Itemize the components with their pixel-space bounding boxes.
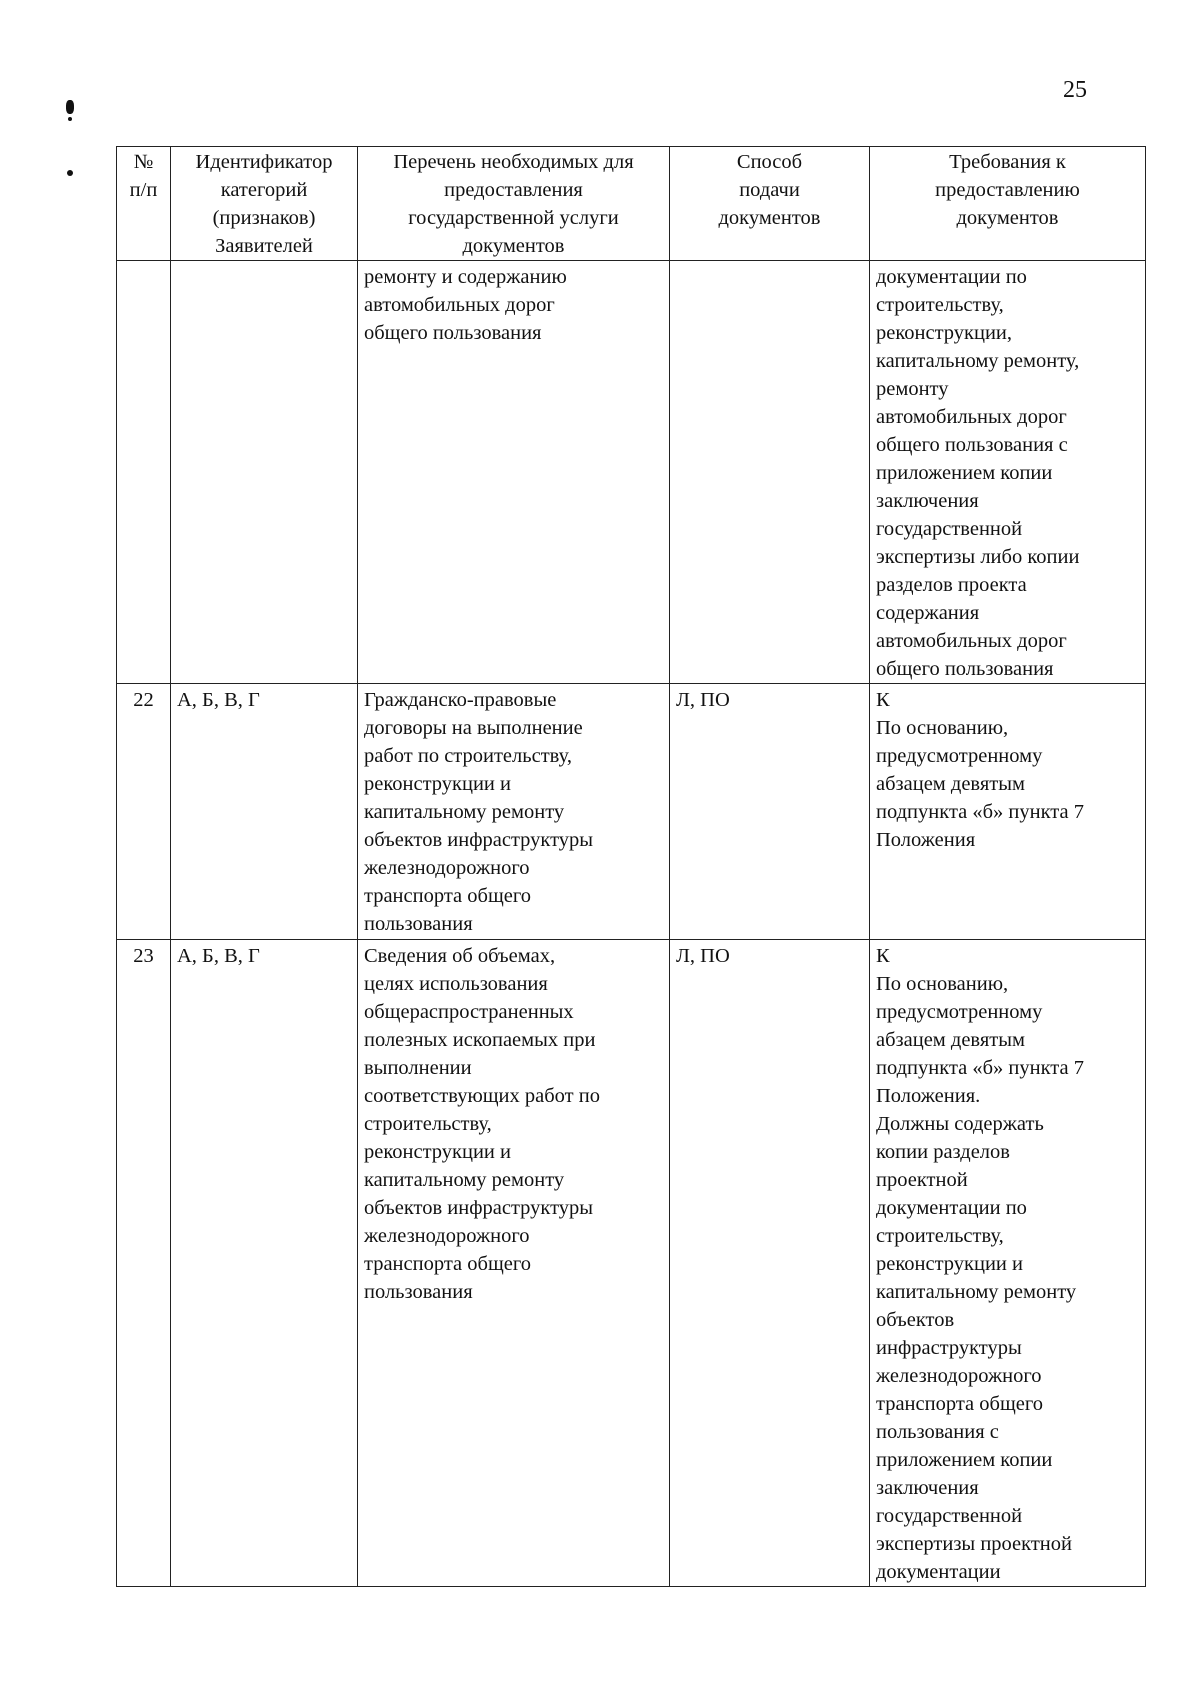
header-submission-method: Способ подачи документов	[670, 147, 870, 261]
table-row	[117, 940, 1146, 1587]
header-requirements: Требования к предоставлению документов	[870, 147, 1146, 261]
cell-documents: Сведения об объемах, целях использования общераспространенных полезных ископаемых при выполнении соответствующих работ по строительству, реконструкции и капитальному ремонту объектов инфраструктуры железнодорожного транспорта общего пользования	[358, 940, 670, 1587]
cell-number	[117, 261, 171, 684]
cell-requirements: К По основанию, предусмотренному абзацем девятым подпункта «б» пункта 7 Положения	[870, 684, 1146, 940]
header-number: № п/п	[117, 147, 171, 261]
cell-requirements: К По основанию, предусмотренному абзацем девятым подпункта «б» пункта 7 Положения. Должны содержать копии разделов проектной документации по строительству, реконструкции и капитальному ремонту объектов инфраструктуры железнодорожного транспорта общего пользования с приложением копии заключения государственной экспертизы проектной документации	[870, 940, 1146, 1587]
scan-speck	[67, 170, 73, 176]
header-documents-list: Перечень необходимых для предоставления государственной услуги документов	[358, 147, 670, 261]
cell-documents: Гражданско-правовые договоры на выполнение работ по строительству, реконструкции и капитальному ремонту объектов инфраструктуры железнодорожного транспорта общего пользования	[358, 684, 670, 940]
scan-speck	[68, 117, 72, 121]
table-header-row	[117, 147, 1146, 261]
cell-method: Л, ПО	[670, 684, 870, 940]
cell-method	[670, 261, 870, 684]
table-row	[117, 261, 1146, 684]
cell-documents: ремонту и содержанию автомобильных дорог общего пользования	[358, 261, 670, 684]
documents-table	[116, 146, 1146, 1587]
header-category-identifier: Идентификатор категорий (признаков) Заявителей	[171, 147, 358, 261]
cell-category: А, Б, В, Г	[171, 940, 358, 1587]
scan-speck	[66, 100, 74, 114]
cell-number: 23	[117, 940, 171, 1587]
cell-number: 22	[117, 684, 171, 940]
cell-category: А, Б, В, Г	[171, 684, 358, 940]
cell-method: Л, ПО	[670, 940, 870, 1587]
cell-requirements: документации по строительству, реконструкции, капитальному ремонту, ремонту автомобильных дорог общего пользования с приложением копии заключения государственной экспертизы либо копии разделов проекта содержания автомобильных дорог общего пользования	[870, 261, 1146, 684]
page-number: 25	[1063, 77, 1087, 103]
cell-category	[171, 261, 358, 684]
table-row	[117, 684, 1146, 940]
